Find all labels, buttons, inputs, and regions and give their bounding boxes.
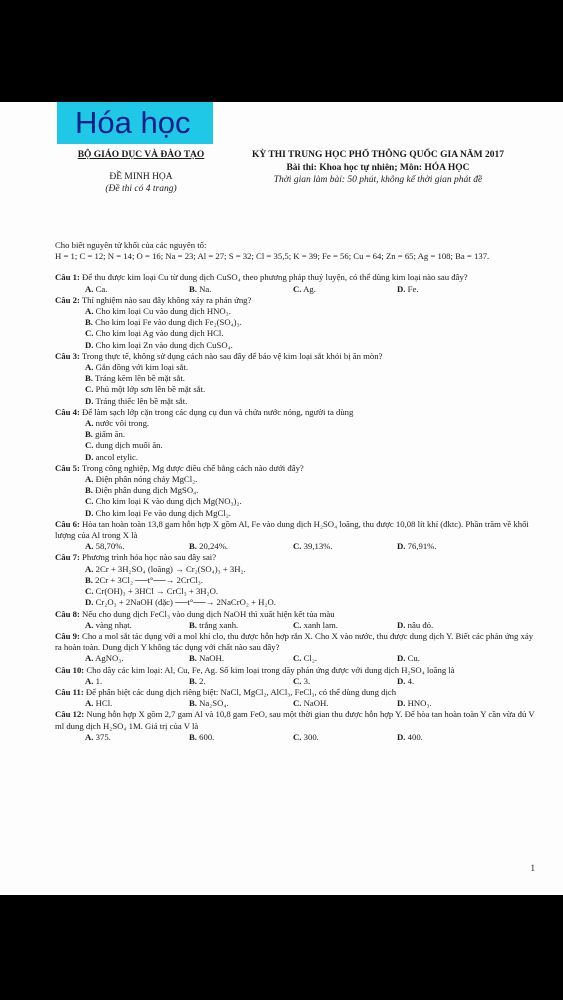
option-letter: B. (189, 283, 197, 294)
answer-option (397, 732, 501, 743)
answer-options (55, 306, 540, 351)
answer-options (55, 698, 540, 709)
option-text: 39,13%. (303, 541, 333, 552)
option-letter: B. (85, 574, 93, 585)
option-text: 375. (95, 731, 111, 742)
answer-options (55, 620, 540, 631)
option-letter: D. (85, 451, 94, 462)
option-text: 300. (303, 731, 319, 742)
question-stem (55, 687, 540, 698)
question-text: Thí nghiệm nào sau đây không xảy ra phản ứng? (81, 294, 252, 305)
question-text: Cho dãy các kim loại: Al, Cu, Fe, Ag. Số kim loại trong dãy phản ứng được với dung dịch H₂SO₄ loãng là (86, 664, 455, 675)
question-text: Hòa tan hoàn toàn 13,8 gam hỗn hợp X gồm Al, Fe vào dung dịch H₂SO₄ loãng, thu được 10,08 lít khí (đktc). Phần trăm về khối lượng của Al trong X là (55, 518, 529, 541)
option-text: 2Cr + 3Cl₂ ──t°──→ 2CrCl₃. (95, 574, 203, 585)
answer-option (85, 474, 325, 485)
option-letter: A. (85, 563, 94, 574)
option-text: HNO₃. (407, 698, 432, 709)
answer-option (189, 284, 293, 295)
option-letter: D. (85, 507, 94, 518)
answer-option (293, 676, 397, 687)
option-letter: A. (85, 306, 94, 317)
answer-option (85, 284, 189, 295)
answer-options (55, 284, 540, 295)
answer-option (85, 429, 325, 440)
option-text: Fe. (407, 283, 419, 294)
option-letter: A. (85, 619, 94, 630)
answer-option (293, 620, 397, 631)
option-letter: A. (85, 541, 94, 552)
question-stem (55, 351, 540, 362)
option-letter: D. (397, 698, 406, 709)
answer-option (85, 508, 325, 519)
answer-option (85, 597, 540, 608)
option-letter: D. (85, 395, 94, 406)
option-text: Điện phân dung dịch MgSO₄. (95, 485, 199, 496)
option-letter: B. (85, 373, 93, 384)
option-text: 58,70%. (95, 541, 125, 552)
answer-option (397, 698, 501, 709)
option-text: AgNO₃. (95, 653, 124, 664)
page-count: (Đề thi có 4 trang) (105, 184, 177, 194)
answer-options (55, 541, 540, 552)
answer-option (85, 373, 540, 384)
question-list (55, 272, 540, 743)
answer-option (85, 306, 540, 317)
question-label: Câu 9: (55, 630, 80, 641)
answer-option (397, 653, 501, 664)
answer-option (85, 564, 540, 575)
header-right (228, 149, 528, 187)
option-letter: D. (397, 541, 406, 552)
answer-option (85, 496, 325, 507)
option-letter: B. (189, 698, 197, 709)
answer-option (397, 676, 501, 687)
option-letter: B. (189, 541, 197, 552)
option-text: Tráng thiếc lên bề mặt sắt. (95, 395, 188, 406)
answer-option (189, 676, 293, 687)
question-3 (55, 351, 540, 407)
option-text: Cho kim loại Fe vào dung dịch MgCl₂. (95, 507, 231, 518)
option-letter: A. (85, 653, 94, 664)
question-stem (55, 463, 540, 474)
exam-title: KỲ THI TRUNG HỌC PHỔ THÔNG QUỐC GIA NĂM 2017 (251, 150, 505, 160)
answer-option (85, 732, 189, 743)
option-text: Điện phân nóng chảy MgCl₂. (95, 474, 198, 485)
option-letter: B. (189, 619, 197, 630)
exam-subject: Bài thi: Khoa học tự nhiên; Môn: HÓA HỌC (286, 162, 470, 173)
option-text: trắng xanh. (199, 619, 239, 630)
answer-option (293, 653, 397, 664)
answer-options (55, 564, 540, 609)
answer-option (85, 541, 189, 552)
answer-option (85, 317, 540, 328)
option-text: NaOH. (303, 698, 329, 709)
option-letter: D. (397, 619, 406, 630)
question-text: Trong công nghiệp, Mg được điều chế bằng cách nào dưới đây? (81, 462, 304, 473)
option-letter: C. (293, 619, 302, 630)
option-text: Cho kim loại Fe vào dung dịch Fe₂(SO₄)₃. (95, 317, 242, 328)
option-text: nước vôi trong. (95, 418, 150, 429)
answer-option (85, 328, 540, 339)
question-stem (55, 709, 540, 731)
question-4 (55, 407, 540, 463)
option-text: 2. (199, 675, 206, 686)
answer-option (85, 485, 325, 496)
option-text: dung dịch muối ăn. (95, 440, 163, 451)
answer-option (85, 362, 540, 373)
option-letter: A. (85, 675, 94, 686)
question-stem (55, 609, 540, 620)
answer-option (189, 653, 293, 664)
header-left (55, 149, 227, 196)
exam-page (0, 102, 563, 895)
option-text: Tráng kẽm lên bề mặt sắt. (94, 373, 185, 384)
answer-option (189, 698, 293, 709)
question-2 (55, 295, 540, 351)
option-text: Cho kim loại Cu vào dung dịch HNO₃. (95, 306, 231, 317)
answer-option (397, 284, 501, 295)
question-6 (55, 519, 540, 553)
option-letter: B. (85, 429, 93, 440)
answer-option (85, 653, 189, 664)
answer-option (189, 541, 293, 552)
subject-banner: Hóa học (57, 102, 213, 144)
option-letter: C. (293, 283, 302, 294)
question-text: Để thu được kim loại Cu từ dung dịch CuSO₄ theo phương pháp thuỷ luyện, có thể dùng kim loại nào sau đây? (82, 272, 468, 283)
option-text: 400. (407, 731, 423, 742)
option-letter: A. (85, 474, 94, 485)
answer-option (293, 541, 397, 552)
question-label: Câu 8: (55, 608, 80, 619)
answer-option (85, 396, 540, 407)
option-letter: B. (189, 675, 197, 686)
option-text: Ca. (95, 283, 108, 294)
answer-options (55, 676, 540, 687)
option-text: Cho kim loại K vào dung dịch Mg(NO₃)₂. (95, 496, 242, 507)
question-text: Để phân biệt các dung dịch riêng biệt: NaCl, MgCl₂, AlCl₃, FeCl₃, có thể dùng dung dịch (85, 686, 397, 697)
question-text: Phương trình hóa học nào sau đây sai? (82, 552, 217, 563)
question-label: Câu 3: (55, 350, 80, 361)
option-text: Phủ một lớp sơn lên bề mặt sắt. (95, 384, 206, 395)
page-number: 1 (530, 863, 535, 873)
question-label: Câu 5: (55, 462, 80, 473)
option-text: HCl. (95, 698, 113, 709)
option-text: 2Cr + 3H₂SO₄ (loãng) → Cr₂(SO₄)₃ + 3H₂. (95, 563, 246, 574)
question-text: Để làm sạch lớp cặn trong các dụng cụ đun và chứa nước nóng, người ta dùng (82, 406, 354, 417)
answer-option (85, 384, 540, 395)
option-text: Gắn đồng với kim loại sắt. (95, 362, 189, 373)
option-letter: C. (293, 698, 302, 709)
answer-option (397, 620, 501, 631)
option-letter: A. (85, 731, 94, 742)
option-letter: C. (85, 384, 94, 395)
option-text: Cr(OH)₃ + 3HCl → CrCl₃ + 3H₂O. (95, 586, 219, 597)
question-stem (55, 407, 540, 418)
question-7 (55, 552, 540, 608)
answer-options (55, 732, 540, 743)
option-text: nâu đỏ. (407, 619, 434, 630)
exam-label: ĐỀ MINH HỌA (109, 171, 173, 182)
option-letter: D. (397, 675, 406, 686)
option-text: 76,91%. (407, 541, 437, 552)
answer-option (293, 284, 397, 295)
question-1 (55, 272, 540, 294)
question-text: Cho a mol sắt tác dụng với a mol khí clo, thu được hỗn hợp rắn X. Cho X vào nước, thu được dung dịch Y. Biết các phản ứng xảy ra hoàn toàn. Dung dịch Y không tác dụng với chất nào sau đây? (55, 630, 534, 653)
question-label: Câu 2: (55, 294, 80, 305)
option-letter: D. (397, 283, 406, 294)
option-text: xanh lam. (303, 619, 338, 630)
question-10 (55, 665, 540, 687)
exam-time: Thời gian làm bài: 50 phút, không kể thời gian phát đề (273, 175, 483, 185)
option-letter: C. (293, 653, 302, 664)
answer-option (293, 698, 397, 709)
answer-option (85, 452, 325, 463)
option-letter: B. (85, 317, 93, 328)
answer-option (189, 620, 293, 631)
question-stem (55, 519, 540, 541)
option-text: Cho kim loại Ag vào dung dịch HCl. (95, 328, 224, 339)
option-letter: C. (85, 586, 94, 597)
answer-option (293, 732, 397, 743)
option-text: Cho kim loại Zn vào dung dịch CuSO₄. (95, 339, 233, 350)
answer-option (85, 586, 540, 597)
option-letter: D. (85, 597, 94, 608)
option-text: vàng nhạt. (95, 619, 132, 630)
question-label: Câu 10: (55, 664, 85, 675)
exam-content (55, 240, 540, 743)
option-letter: A. (85, 418, 94, 429)
question-9 (55, 631, 540, 665)
option-text: 3. (303, 675, 311, 686)
question-stem (55, 552, 540, 563)
question-stem (55, 295, 540, 306)
question-5 (55, 463, 540, 519)
option-letter: B. (85, 485, 93, 496)
option-letter: C. (293, 731, 302, 742)
question-text: Nung hỗn hợp X gồm 2,7 gam Al và 10,8 gam FeO, sau một thời gian thu được hỗn hợp Y. Để hòa tan hoàn toàn Y cần vừa đủ V ml dung dịch H₂SO₄ 1M. Giá trị của V là (55, 709, 535, 731)
question-label: Câu 1: (55, 272, 80, 283)
question-text: Nếu cho dung dịch FeCl₃ vào dung dịch NaOH thì xuất hiện kết tủa màu (82, 608, 335, 619)
option-letter: B. (189, 653, 197, 664)
ministry-name: BỘ GIÁO DỤC VÀ ĐÀO TẠO (77, 150, 205, 160)
answer-option (397, 541, 501, 552)
option-text: Ag. (303, 283, 316, 294)
question-stem (55, 665, 540, 676)
option-letter: C. (293, 541, 302, 552)
option-text: 600. (199, 731, 215, 742)
option-text: Na. (199, 283, 212, 294)
answer-option (85, 340, 540, 351)
answer-option (85, 440, 325, 451)
option-letter: C. (85, 496, 94, 507)
answer-option (189, 732, 293, 743)
option-letter: A. (85, 283, 94, 294)
answer-options (55, 653, 540, 664)
option-letter: A. (85, 698, 94, 709)
option-text: 20,24%. (199, 541, 229, 552)
answer-option (85, 575, 540, 586)
question-11 (55, 687, 540, 709)
question-stem (55, 272, 540, 283)
option-letter: D. (397, 731, 406, 742)
atomic-masses: H = 1; C = 12; N = 14; O = 16; Na = 23; Al = 27; S = 32; Cl = 35,5; K = 39; Fe = 56; Cu = 64; Zn = 65; Ag = 108; Ba = 137. (55, 251, 490, 262)
answer-options (55, 362, 540, 407)
answer-option (85, 418, 325, 429)
question-label: Câu 12: (55, 709, 85, 720)
option-letter: B. (189, 731, 197, 742)
option-text: Cr₂O₃ + 2NaOH (đặc) ──t°──→ 2NaCrO₂ + H₂O. (95, 597, 276, 608)
option-letter: D. (85, 339, 94, 350)
option-text: giấm ăn. (95, 429, 126, 440)
question-8 (55, 609, 540, 631)
option-text: NaOH. (199, 653, 224, 664)
question-label: Câu 7: (55, 552, 80, 563)
question-label: Câu 11: (55, 686, 84, 697)
option-letter: C. (85, 328, 94, 339)
option-text: Cl₂. (303, 653, 318, 664)
answer-option (85, 698, 189, 709)
question-label: Câu 6: (55, 518, 80, 529)
answer-options (55, 474, 540, 519)
option-text: 1. (95, 675, 103, 686)
question-text: Trong thực tế, không sử dụng cách nào sau đây để bảo vệ kim loại sắt khỏi bị ăn mòn? (81, 350, 383, 361)
question-label: Câu 4: (55, 406, 80, 417)
option-letter: D. (397, 653, 406, 664)
answer-options (55, 418, 540, 463)
question-stem (55, 631, 540, 653)
option-text: ancol etylic. (95, 451, 139, 462)
answer-option (85, 676, 189, 687)
option-text: Cu. (407, 653, 420, 664)
option-text: Na₂SO₄. (199, 698, 229, 709)
atomic-intro: Cho biết nguyên tử khối của các nguyên tố: (55, 240, 207, 250)
option-text: 4. (407, 675, 415, 686)
question-12 (55, 709, 540, 743)
answer-option (85, 620, 189, 631)
option-letter: C. (85, 440, 94, 451)
option-letter: C. (293, 675, 302, 686)
option-letter: A. (85, 362, 94, 373)
